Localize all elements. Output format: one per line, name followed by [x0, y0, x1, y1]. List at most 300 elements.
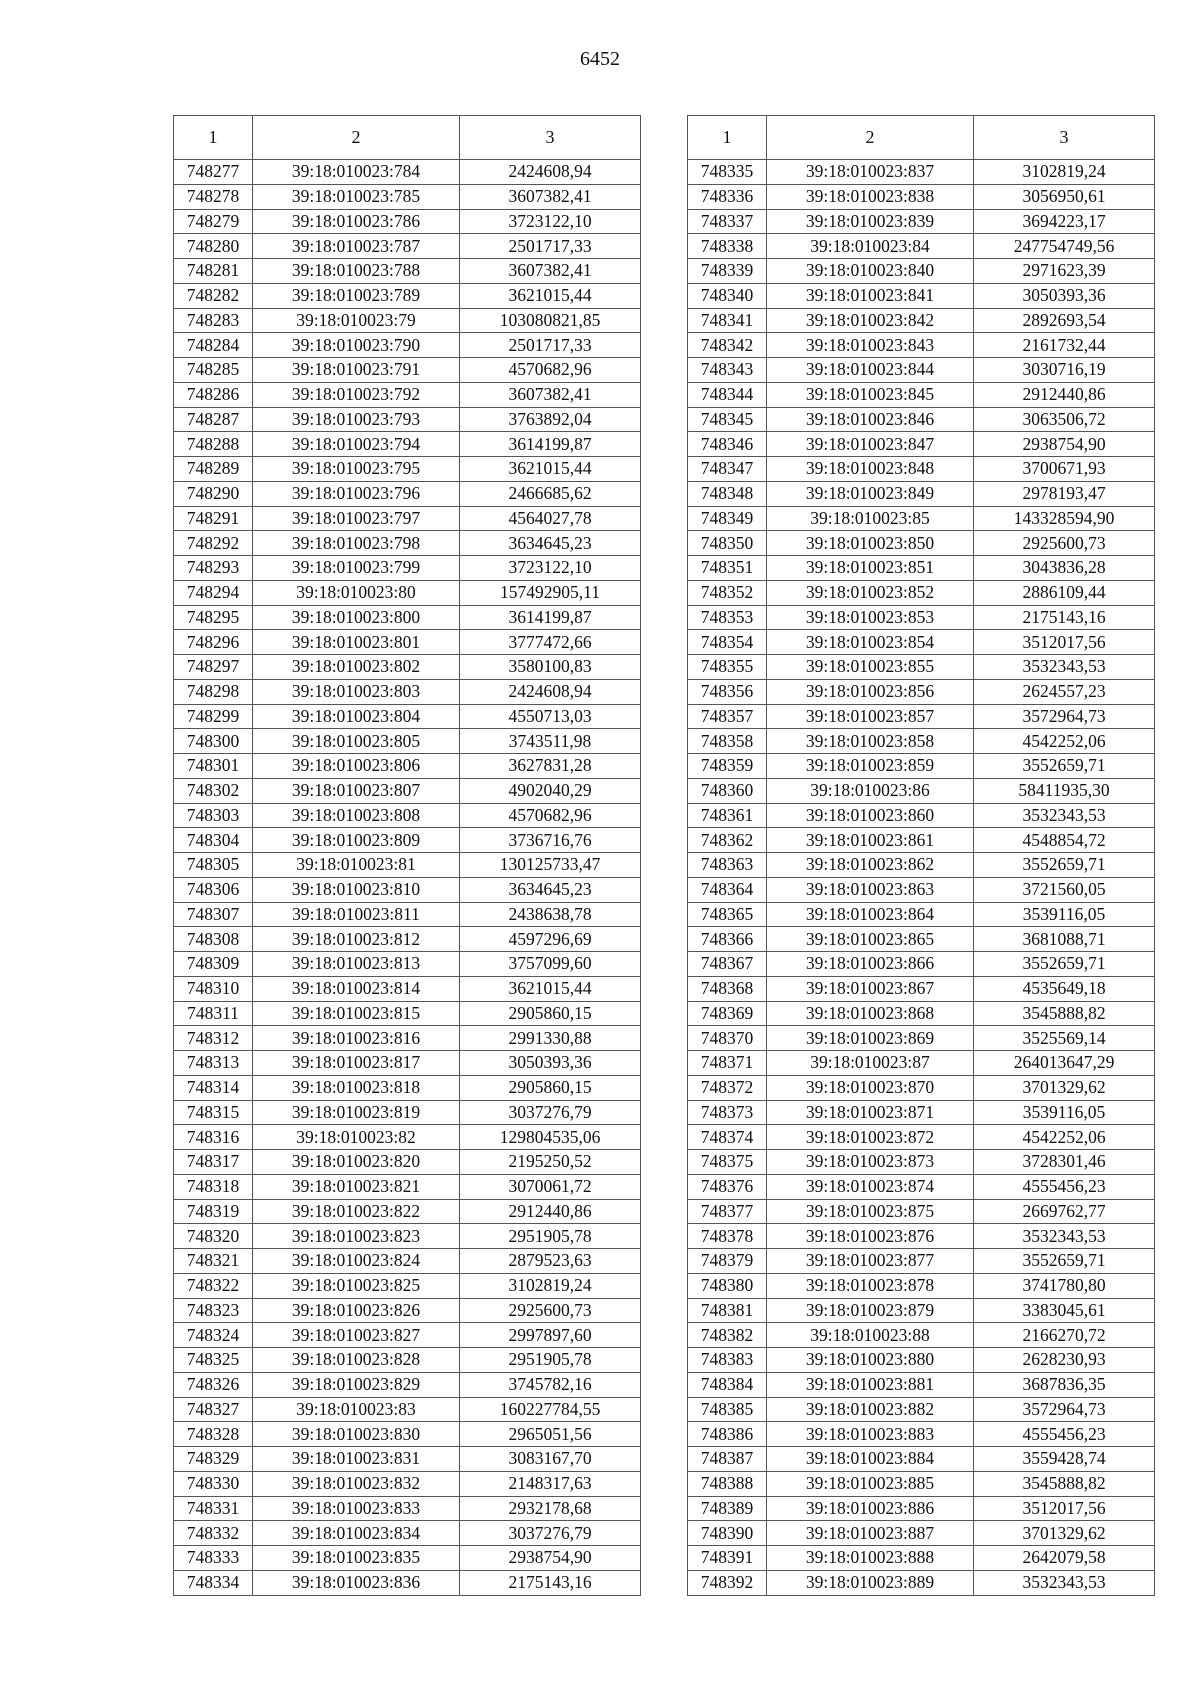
row-number-cell: 748307 [174, 902, 253, 927]
cadastral-number-cell: 39:18:010023:790 [253, 333, 460, 358]
row-number-cell: 748335 [688, 160, 767, 185]
cadastral-number-cell: 39:18:010023:889 [767, 1570, 974, 1595]
table-row [688, 234, 1155, 259]
value-cell: 2951905,78 [460, 1224, 641, 1249]
row-number-cell: 748376 [688, 1174, 767, 1199]
row-number-cell: 748349 [688, 506, 767, 531]
value-cell: 3083167,70 [460, 1447, 641, 1472]
table-row [688, 1372, 1155, 1397]
row-number-cell: 748315 [174, 1100, 253, 1125]
page-number: 6452 [580, 48, 620, 70]
value-cell: 3621015,44 [460, 283, 641, 308]
table-row [688, 1273, 1155, 1298]
left-table-body [174, 160, 641, 1596]
row-number-cell: 748359 [688, 754, 767, 779]
value-cell: 3525569,14 [974, 1026, 1155, 1051]
value-cell: 4542252,06 [974, 729, 1155, 754]
value-cell: 143328594,90 [974, 506, 1155, 531]
value-cell: 4564027,78 [460, 506, 641, 531]
cadastral-number-cell: 39:18:010023:861 [767, 828, 974, 853]
value-cell: 2466685,62 [460, 481, 641, 506]
row-number-cell: 748314 [174, 1075, 253, 1100]
table-row [174, 828, 641, 853]
value-cell: 3745782,16 [460, 1372, 641, 1397]
cadastral-number-cell: 39:18:010023:793 [253, 407, 460, 432]
cadastral-number-cell: 39:18:010023:857 [767, 704, 974, 729]
table-row [174, 803, 641, 828]
table-row [174, 358, 641, 383]
value-cell: 3512017,56 [974, 1496, 1155, 1521]
cadastral-number-cell: 39:18:010023:79 [253, 308, 460, 333]
table-row [174, 853, 641, 878]
value-cell: 3627831,28 [460, 754, 641, 779]
cadastral-number-cell: 39:18:010023:824 [253, 1249, 460, 1274]
value-cell: 3721560,05 [974, 877, 1155, 902]
value-cell: 2912440,86 [974, 382, 1155, 407]
cadastral-number-cell: 39:18:010023:802 [253, 655, 460, 680]
value-cell: 4550713,03 [460, 704, 641, 729]
value-cell: 157492905,11 [460, 580, 641, 605]
cadastral-number-cell: 39:18:010023:840 [767, 259, 974, 284]
table-row [688, 1075, 1155, 1100]
cadastral-number-cell: 39:18:010023:81 [253, 853, 460, 878]
cadastral-number-cell: 39:18:010023:831 [253, 1447, 460, 1472]
value-cell: 3539116,05 [974, 1100, 1155, 1125]
table-row [688, 952, 1155, 977]
table-row [688, 1100, 1155, 1125]
table-row [174, 1348, 641, 1373]
value-cell: 3701329,62 [974, 1521, 1155, 1546]
value-cell: 3552659,71 [974, 853, 1155, 878]
cadastral-number-cell: 39:18:010023:883 [767, 1422, 974, 1447]
cadastral-number-cell: 39:18:010023:884 [767, 1447, 974, 1472]
table-row [174, 1224, 641, 1249]
cadastral-number-cell: 39:18:010023:859 [767, 754, 974, 779]
cadastral-number-cell: 39:18:010023:800 [253, 605, 460, 630]
row-number-cell: 748388 [688, 1471, 767, 1496]
row-number-cell: 748355 [688, 655, 767, 680]
value-cell: 2997897,60 [460, 1323, 641, 1348]
row-number-cell: 748382 [688, 1323, 767, 1348]
value-cell: 3559428,74 [974, 1447, 1155, 1472]
value-cell: 2642079,58 [974, 1546, 1155, 1571]
value-cell: 3063506,72 [974, 407, 1155, 432]
row-number-cell: 748357 [688, 704, 767, 729]
table-row [174, 927, 641, 952]
cadastral-number-cell: 39:18:010023:827 [253, 1323, 460, 1348]
table-row [174, 1372, 641, 1397]
table-row [688, 1570, 1155, 1595]
row-number-cell: 748322 [174, 1273, 253, 1298]
row-number-cell: 748334 [174, 1570, 253, 1595]
cadastral-number-cell: 39:18:010023:843 [767, 333, 974, 358]
row-number-cell: 748331 [174, 1496, 253, 1521]
cadastral-number-cell: 39:18:010023:841 [767, 283, 974, 308]
cadastral-number-cell: 39:18:010023:879 [767, 1298, 974, 1323]
table-row [688, 1546, 1155, 1571]
row-number-cell: 748311 [174, 1001, 253, 1026]
cadastral-number-cell: 39:18:010023:864 [767, 902, 974, 927]
row-number-cell: 748316 [174, 1125, 253, 1150]
row-number-cell: 748366 [688, 927, 767, 952]
value-cell: 129804535,06 [460, 1125, 641, 1150]
value-cell: 2925600,73 [460, 1298, 641, 1323]
value-cell: 3701329,62 [974, 1075, 1155, 1100]
cadastral-number-cell: 39:18:010023:833 [253, 1496, 460, 1521]
value-cell: 3728301,46 [974, 1150, 1155, 1175]
cadastral-number-cell: 39:18:010023:806 [253, 754, 460, 779]
value-cell: 264013647,29 [974, 1051, 1155, 1076]
value-cell: 4902040,29 [460, 778, 641, 803]
cadastral-number-cell: 39:18:010023:789 [253, 283, 460, 308]
table-row [688, 1001, 1155, 1026]
row-number-cell: 748337 [688, 209, 767, 234]
row-number-cell: 748362 [688, 828, 767, 853]
row-number-cell: 748325 [174, 1348, 253, 1373]
value-cell: 3572964,73 [974, 704, 1155, 729]
table-row [688, 1125, 1155, 1150]
table-row [174, 556, 641, 581]
table-row [688, 679, 1155, 704]
table-row [688, 778, 1155, 803]
cadastral-number-cell: 39:18:010023:828 [253, 1348, 460, 1373]
value-cell: 3532343,53 [974, 655, 1155, 680]
table-row [174, 655, 641, 680]
row-number-cell: 748341 [688, 308, 767, 333]
row-number-cell: 748391 [688, 1546, 767, 1571]
cadastral-number-cell: 39:18:010023:868 [767, 1001, 974, 1026]
row-number-cell: 748389 [688, 1496, 767, 1521]
column-header-2: 2 [767, 116, 974, 160]
value-cell: 3757099,60 [460, 952, 641, 977]
row-number-cell: 748348 [688, 481, 767, 506]
table-row [174, 1496, 641, 1521]
cadastral-number-cell: 39:18:010023:826 [253, 1298, 460, 1323]
value-cell: 3621015,44 [460, 457, 641, 482]
cadastral-number-cell: 39:18:010023:795 [253, 457, 460, 482]
cadastral-number-cell: 39:18:010023:839 [767, 209, 974, 234]
cadastral-number-cell: 39:18:010023:807 [253, 778, 460, 803]
table-row [688, 927, 1155, 952]
table-row [688, 358, 1155, 383]
value-cell: 3743511,98 [460, 729, 641, 754]
row-number-cell: 748299 [174, 704, 253, 729]
table-row [174, 729, 641, 754]
cadastral-number-cell: 39:18:010023:873 [767, 1150, 974, 1175]
row-number-cell: 748377 [688, 1199, 767, 1224]
cadastral-number-cell: 39:18:010023:888 [767, 1546, 974, 1571]
value-cell: 4548854,72 [974, 828, 1155, 853]
table-row [174, 704, 641, 729]
table-row [688, 976, 1155, 1001]
cadastral-number-cell: 39:18:010023:810 [253, 877, 460, 902]
value-cell: 3621015,44 [460, 976, 641, 1001]
row-number-cell: 748374 [688, 1125, 767, 1150]
table-row [174, 952, 641, 977]
row-number-cell: 748312 [174, 1026, 253, 1051]
cadastral-number-cell: 39:18:010023:797 [253, 506, 460, 531]
value-cell: 3037276,79 [460, 1100, 641, 1125]
value-cell: 2925600,73 [974, 531, 1155, 556]
table-row [174, 308, 641, 333]
cadastral-number-cell: 39:18:010023:885 [767, 1471, 974, 1496]
row-number-cell: 748343 [688, 358, 767, 383]
cadastral-number-cell: 39:18:010023:88 [767, 1323, 974, 1348]
column-header-3: 3 [974, 116, 1155, 160]
value-cell: 2965051,56 [460, 1422, 641, 1447]
table-row [688, 184, 1155, 209]
table-row [688, 605, 1155, 630]
table-row [174, 1471, 641, 1496]
table-row [174, 1249, 641, 1274]
value-cell: 3539116,05 [974, 902, 1155, 927]
cadastral-number-cell: 39:18:010023:803 [253, 679, 460, 704]
row-number-cell: 748280 [174, 234, 253, 259]
row-number-cell: 748372 [688, 1075, 767, 1100]
cadastral-number-cell: 39:18:010023:880 [767, 1348, 974, 1373]
table-row [174, 234, 641, 259]
value-cell: 2886109,44 [974, 580, 1155, 605]
table-row [688, 209, 1155, 234]
cadastral-number-cell: 39:18:010023:805 [253, 729, 460, 754]
row-number-cell: 748292 [174, 531, 253, 556]
cadastral-number-cell: 39:18:010023:860 [767, 803, 974, 828]
value-cell: 3634645,23 [460, 877, 641, 902]
cadastral-number-cell: 39:18:010023:835 [253, 1546, 460, 1571]
cadastral-number-cell: 39:18:010023:832 [253, 1471, 460, 1496]
row-number-cell: 748288 [174, 432, 253, 457]
cadastral-number-cell: 39:18:010023:796 [253, 481, 460, 506]
value-cell: 3102819,24 [974, 160, 1155, 185]
table-row [688, 1249, 1155, 1274]
cadastral-number-cell: 39:18:010023:792 [253, 382, 460, 407]
cadastral-number-cell: 39:18:010023:836 [253, 1570, 460, 1595]
cadastral-number-cell: 39:18:010023:855 [767, 655, 974, 680]
table-row [688, 283, 1155, 308]
row-number-cell: 748294 [174, 580, 253, 605]
cadastral-number-cell: 39:18:010023:863 [767, 877, 974, 902]
table-row [174, 481, 641, 506]
cadastral-number-cell: 39:18:010023:85 [767, 506, 974, 531]
cadastral-number-cell: 39:18:010023:801 [253, 630, 460, 655]
row-number-cell: 748333 [174, 1546, 253, 1571]
value-cell: 2195250,52 [460, 1150, 641, 1175]
cadastral-number-cell: 39:18:010023:848 [767, 457, 974, 482]
left-table [173, 115, 641, 1596]
header-row [688, 116, 1155, 160]
table-row [174, 1546, 641, 1571]
value-cell: 3102819,24 [460, 1273, 641, 1298]
row-number-cell: 748310 [174, 976, 253, 1001]
value-cell: 2175143,16 [974, 605, 1155, 630]
row-number-cell: 748381 [688, 1298, 767, 1323]
row-number-cell: 748383 [688, 1348, 767, 1373]
table-row [174, 754, 641, 779]
cadastral-number-cell: 39:18:010023:869 [767, 1026, 974, 1051]
table-row [688, 580, 1155, 605]
row-number-cell: 748354 [688, 630, 767, 655]
row-number-cell: 748340 [688, 283, 767, 308]
row-number-cell: 748298 [174, 679, 253, 704]
value-cell: 58411935,30 [974, 778, 1155, 803]
table-row [688, 308, 1155, 333]
cadastral-number-cell: 39:18:010023:851 [767, 556, 974, 581]
value-cell: 3545888,82 [974, 1471, 1155, 1496]
cadastral-number-cell: 39:18:010023:798 [253, 531, 460, 556]
value-cell: 3043836,28 [974, 556, 1155, 581]
table-row [688, 160, 1155, 185]
table-row [174, 1199, 641, 1224]
table-row [688, 506, 1155, 531]
cadastral-number-cell: 39:18:010023:870 [767, 1075, 974, 1100]
cadastral-number-cell: 39:18:010023:818 [253, 1075, 460, 1100]
row-number-cell: 748301 [174, 754, 253, 779]
value-cell: 2148317,63 [460, 1471, 641, 1496]
header-row [174, 116, 641, 160]
value-cell: 3634645,23 [460, 531, 641, 556]
table-row [688, 457, 1155, 482]
cadastral-number-cell: 39:18:010023:786 [253, 209, 460, 234]
value-cell: 2175143,16 [460, 1570, 641, 1595]
row-number-cell: 748300 [174, 729, 253, 754]
value-cell: 2951905,78 [460, 1348, 641, 1373]
value-cell: 2905860,15 [460, 1001, 641, 1026]
value-cell: 2932178,68 [460, 1496, 641, 1521]
cadastral-number-cell: 39:18:010023:811 [253, 902, 460, 927]
value-cell: 3723122,10 [460, 556, 641, 581]
row-number-cell: 748328 [174, 1422, 253, 1447]
value-cell: 4597296,69 [460, 927, 641, 952]
value-cell: 3741780,80 [974, 1273, 1155, 1298]
cadastral-number-cell: 39:18:010023:825 [253, 1273, 460, 1298]
row-number-cell: 748371 [688, 1051, 767, 1076]
right-table-body [688, 160, 1155, 1596]
row-number-cell: 748368 [688, 976, 767, 1001]
row-number-cell: 748351 [688, 556, 767, 581]
cadastral-number-cell: 39:18:010023:847 [767, 432, 974, 457]
value-cell: 4542252,06 [974, 1125, 1155, 1150]
table-row [174, 1298, 641, 1323]
cadastral-number-cell: 39:18:010023:815 [253, 1001, 460, 1026]
table-row [174, 382, 641, 407]
row-number-cell: 748329 [174, 1447, 253, 1472]
table-row [174, 283, 641, 308]
row-number-cell: 748338 [688, 234, 767, 259]
column-header-3: 3 [460, 116, 641, 160]
row-number-cell: 748365 [688, 902, 767, 927]
cadastral-number-cell: 39:18:010023:823 [253, 1224, 460, 1249]
value-cell: 3070061,72 [460, 1174, 641, 1199]
row-number-cell: 748344 [688, 382, 767, 407]
cadastral-number-cell: 39:18:010023:83 [253, 1397, 460, 1422]
table-row [174, 778, 641, 803]
value-cell: 3580100,83 [460, 655, 641, 680]
row-number-cell: 748378 [688, 1224, 767, 1249]
row-number-cell: 748313 [174, 1051, 253, 1076]
table-row [688, 382, 1155, 407]
row-number-cell: 748353 [688, 605, 767, 630]
cadastral-number-cell: 39:18:010023:80 [253, 580, 460, 605]
column-header-1: 1 [174, 116, 253, 160]
value-cell: 2501717,33 [460, 333, 641, 358]
table-row [688, 704, 1155, 729]
value-cell: 4555456,23 [974, 1422, 1155, 1447]
row-number-cell: 748332 [174, 1521, 253, 1546]
table-row [174, 976, 641, 1001]
value-cell: 3512017,56 [974, 630, 1155, 655]
table-row [688, 481, 1155, 506]
value-cell: 3681088,71 [974, 927, 1155, 952]
cadastral-number-cell: 39:18:010023:878 [767, 1273, 974, 1298]
cadastral-number-cell: 39:18:010023:865 [767, 927, 974, 952]
value-cell: 4570682,96 [460, 803, 641, 828]
table-row [688, 729, 1155, 754]
value-cell: 3532343,53 [974, 1224, 1155, 1249]
table-row [688, 556, 1155, 581]
table-row [174, 1521, 641, 1546]
table-row [688, 754, 1155, 779]
cadastral-number-cell: 39:18:010023:854 [767, 630, 974, 655]
table-row [688, 259, 1155, 284]
row-number-cell: 748327 [174, 1397, 253, 1422]
cadastral-number-cell: 39:18:010023:819 [253, 1100, 460, 1125]
row-number-cell: 748284 [174, 333, 253, 358]
cadastral-number-cell: 39:18:010023:834 [253, 1521, 460, 1546]
row-number-cell: 748369 [688, 1001, 767, 1026]
row-number-cell: 748285 [174, 358, 253, 383]
row-number-cell: 748302 [174, 778, 253, 803]
table-row [688, 1397, 1155, 1422]
row-number-cell: 748297 [174, 655, 253, 680]
table-row [688, 1150, 1155, 1175]
value-cell: 3736716,76 [460, 828, 641, 853]
value-cell: 2892693,54 [974, 308, 1155, 333]
row-number-cell: 748373 [688, 1100, 767, 1125]
row-number-cell: 748306 [174, 877, 253, 902]
row-number-cell: 748277 [174, 160, 253, 185]
cadastral-number-cell: 39:18:010023:871 [767, 1100, 974, 1125]
table-row [688, 877, 1155, 902]
row-number-cell: 748293 [174, 556, 253, 581]
cadastral-number-cell: 39:18:010023:86 [767, 778, 974, 803]
cadastral-number-cell: 39:18:010023:856 [767, 679, 974, 704]
row-number-cell: 748387 [688, 1447, 767, 1472]
cadastral-number-cell: 39:18:010023:838 [767, 184, 974, 209]
table-row [688, 1496, 1155, 1521]
cadastral-number-cell: 39:18:010023:866 [767, 952, 974, 977]
value-cell: 4555456,23 [974, 1174, 1155, 1199]
table-row [174, 1323, 641, 1348]
row-number-cell: 748339 [688, 259, 767, 284]
row-number-cell: 748304 [174, 828, 253, 853]
value-cell: 3056950,61 [974, 184, 1155, 209]
table-row [174, 1001, 641, 1026]
cadastral-number-cell: 39:18:010023:788 [253, 259, 460, 284]
column-header-2: 2 [253, 116, 460, 160]
table-row [174, 457, 641, 482]
row-number-cell: 748290 [174, 481, 253, 506]
table-row [174, 1397, 641, 1422]
table-row [688, 1199, 1155, 1224]
table-row [174, 1125, 641, 1150]
value-cell: 3552659,71 [974, 754, 1155, 779]
row-number-cell: 748303 [174, 803, 253, 828]
row-number-cell: 748317 [174, 1150, 253, 1175]
table-row [174, 1447, 641, 1472]
table-row [174, 1150, 641, 1175]
value-cell: 2628230,93 [974, 1348, 1155, 1373]
cadastral-number-cell: 39:18:010023:850 [767, 531, 974, 556]
